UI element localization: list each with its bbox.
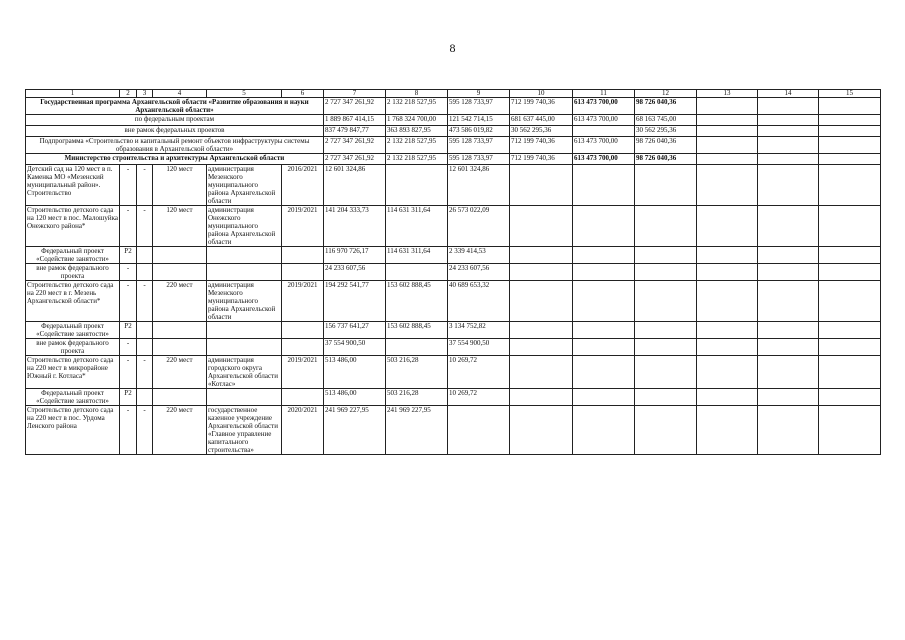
- column-number-cell: 15: [819, 90, 881, 98]
- empty-cell: [758, 339, 819, 356]
- empty-cell: [758, 389, 819, 406]
- summary-row: [26, 115, 881, 126]
- capacity: 220 мест: [153, 281, 207, 322]
- total-amount: 241 969 227,95: [324, 406, 386, 455]
- column-number-cell: 3: [137, 90, 153, 98]
- empty-cell: [510, 389, 573, 406]
- total-amount: 116 970 726,17: [324, 247, 386, 264]
- empty-cell: [635, 264, 697, 281]
- empty-cell: [819, 115, 881, 126]
- object-name: Строительство детского сада на 120 мест в пос. Малошуйка Онежского района*: [26, 206, 120, 247]
- regional-amount: 12 601 324,86: [448, 165, 510, 206]
- empty-cell: [819, 389, 881, 406]
- total-amount: 156 737 641,27: [324, 322, 386, 339]
- summary-value: 68 163 745,00: [635, 115, 697, 126]
- column-number-cell: 4: [153, 90, 207, 98]
- federal-amount: 503 216,28: [386, 356, 448, 389]
- empty-cell: [510, 206, 573, 247]
- page-number: 8: [449, 41, 456, 55]
- empty-cell: [697, 264, 758, 281]
- empty-cell: [758, 322, 819, 339]
- subproject-row: [26, 322, 881, 339]
- project-code: -: [120, 406, 137, 455]
- capacity: 120 мест: [153, 165, 207, 206]
- empty-cell: [635, 406, 697, 455]
- period: [282, 389, 324, 406]
- column-number-cell: 8: [386, 90, 448, 98]
- summary-value: 98 726 040,36: [635, 137, 697, 154]
- column-number-cell: 7: [324, 90, 386, 98]
- col3-value: [137, 247, 153, 264]
- project-code: -: [120, 264, 137, 281]
- summary-value: 2 132 218 527,95: [386, 137, 448, 154]
- col3-value: -: [137, 281, 153, 322]
- summary-value: 30 562 295,36: [635, 126, 697, 137]
- empty-cell: [758, 154, 819, 165]
- empty-cell: [697, 339, 758, 356]
- total-amount: 194 292 541,77: [324, 281, 386, 322]
- empty-cell: [758, 247, 819, 264]
- customer: [207, 264, 282, 281]
- object-name: вне рамок федерального проекта: [26, 264, 120, 281]
- empty-cell: [697, 137, 758, 154]
- empty-cell: [573, 264, 635, 281]
- empty-cell: [510, 165, 573, 206]
- empty-cell: [697, 206, 758, 247]
- period: 2016/2021: [282, 165, 324, 206]
- col3-value: -: [137, 165, 153, 206]
- column-number-cell: 9: [448, 90, 510, 98]
- object-name: Строительство детского сада на 220 мест в микрорайоне Южный г. Котласа*: [26, 356, 120, 389]
- period: 2019/2021: [282, 281, 324, 322]
- col3-value: -: [137, 206, 153, 247]
- total-amount: 513 486,00: [324, 356, 386, 389]
- federal-amount: 114 631 311,64: [386, 247, 448, 264]
- regional-amount: 40 689 653,32: [448, 281, 510, 322]
- object-row: [26, 206, 881, 247]
- empty-cell: [697, 115, 758, 126]
- column-number-cell: 14: [758, 90, 819, 98]
- capacity: 220 мест: [153, 356, 207, 389]
- empty-cell: [758, 115, 819, 126]
- col3-value: [137, 322, 153, 339]
- empty-cell: [819, 165, 881, 206]
- object-name: Федеральный проект «Содействие занятости»: [26, 322, 120, 339]
- summary-value: 681 637 445,00: [510, 115, 573, 126]
- column-number-cell: 6: [282, 90, 324, 98]
- summary-row: [26, 98, 881, 115]
- project-code: -: [120, 281, 137, 322]
- empty-cell: [758, 126, 819, 137]
- summary-value: 121 542 714,15: [448, 115, 510, 126]
- empty-cell: [697, 247, 758, 264]
- empty-cell: [573, 356, 635, 389]
- empty-cell: [758, 406, 819, 455]
- summary-value: 595 128 733,97: [448, 137, 510, 154]
- summary-value: 2 727 347 261,92: [324, 98, 386, 115]
- customer: администрация Мезенского муниципального района Архангельской области: [207, 165, 282, 206]
- regional-amount: 10 269,72: [448, 356, 510, 389]
- empty-cell: [819, 126, 881, 137]
- project-code: -: [120, 356, 137, 389]
- empty-cell: [697, 356, 758, 389]
- period: [282, 264, 324, 281]
- summary-value: 712 199 740,36: [510, 98, 573, 115]
- capacity: [153, 339, 207, 356]
- summary-value: [573, 126, 635, 137]
- total-amount: 37 554 900,50: [324, 339, 386, 356]
- summary-value: 2 727 347 261,92: [324, 137, 386, 154]
- capacity: 120 мест: [153, 206, 207, 247]
- column-number-cell: 2: [120, 90, 137, 98]
- empty-cell: [697, 389, 758, 406]
- summary-row: [26, 137, 881, 154]
- empty-cell: [758, 264, 819, 281]
- object-row: [26, 406, 881, 455]
- empty-cell: [819, 264, 881, 281]
- col3-value: [137, 339, 153, 356]
- summary-value: 473 586 019,82: [448, 126, 510, 137]
- empty-cell: [697, 281, 758, 322]
- summary-value: 98 726 040,36: [635, 154, 697, 165]
- budget-table: [25, 89, 881, 455]
- capacity: [153, 322, 207, 339]
- empty-cell: [573, 281, 635, 322]
- column-number-row: [26, 90, 881, 98]
- empty-cell: [510, 281, 573, 322]
- federal-amount: [386, 165, 448, 206]
- empty-cell: [819, 154, 881, 165]
- summary-value: 2 132 218 527,95: [386, 154, 448, 165]
- empty-cell: [510, 247, 573, 264]
- subproject-row: [26, 247, 881, 264]
- federal-amount: [386, 339, 448, 356]
- object-name: Федеральный проект «Содействие занятости»: [26, 247, 120, 264]
- object-row: [26, 356, 881, 389]
- col3-value: [137, 389, 153, 406]
- column-number-cell: 11: [573, 90, 635, 98]
- project-code: -: [120, 206, 137, 247]
- empty-cell: [510, 356, 573, 389]
- empty-cell: [510, 322, 573, 339]
- customer: [207, 247, 282, 264]
- summary-label: Подпрограмма «Строительство и капитальный ремонт объектов инфраструктуры системы образования в Архангельской области»: [26, 137, 324, 154]
- col3-value: -: [137, 356, 153, 389]
- customer: [207, 389, 282, 406]
- regional-amount: 37 554 900,50: [448, 339, 510, 356]
- empty-cell: [635, 389, 697, 406]
- column-number-cell: 1: [26, 90, 120, 98]
- summary-value: 1 768 324 700,00: [386, 115, 448, 126]
- empty-cell: [573, 339, 635, 356]
- subproject-row: [26, 264, 881, 281]
- empty-cell: [697, 165, 758, 206]
- summary-value: 1 889 867 414,15: [324, 115, 386, 126]
- empty-cell: [573, 165, 635, 206]
- empty-cell: [758, 98, 819, 115]
- federal-amount: 241 969 227,95: [386, 406, 448, 455]
- customer: администрация Мезенского муниципального района Архангельской области: [207, 281, 282, 322]
- project-code: P2: [120, 389, 137, 406]
- empty-cell: [819, 356, 881, 389]
- object-name: Строительство детского сада на 220 мест в пос. Урдома Ленского района: [26, 406, 120, 455]
- federal-amount: [386, 264, 448, 281]
- customer: администрация Онежского муниципального района Архангельской области: [207, 206, 282, 247]
- summary-value: 363 893 827,95: [386, 126, 448, 137]
- empty-cell: [758, 165, 819, 206]
- project-code: P2: [120, 322, 137, 339]
- column-number-cell: 13: [697, 90, 758, 98]
- customer: [207, 339, 282, 356]
- summary-label: Министерство строительства и архитектуры Архангельской области: [26, 154, 324, 165]
- regional-amount: 26 573 022,09: [448, 206, 510, 247]
- summary-value: 595 128 733,97: [448, 98, 510, 115]
- empty-cell: [697, 406, 758, 455]
- empty-cell: [819, 339, 881, 356]
- summary-value: 712 199 740,36: [510, 137, 573, 154]
- regional-amount: 24 233 607,56: [448, 264, 510, 281]
- empty-cell: [697, 154, 758, 165]
- empty-cell: [819, 247, 881, 264]
- summary-label: Государственная программа Архангельской области «Развитие образования и науки Архангельской области»: [26, 98, 324, 115]
- period: [282, 247, 324, 264]
- period: 2019/2021: [282, 206, 324, 247]
- empty-cell: [819, 406, 881, 455]
- customer: администрация городского округа Архангельской области «Котлас»: [207, 356, 282, 389]
- empty-cell: [758, 206, 819, 247]
- customer: государственное казенное учреждение Архангельской области «Главное управление капитального строительства»: [207, 406, 282, 455]
- summary-value: 613 473 700,00: [573, 137, 635, 154]
- empty-cell: [635, 322, 697, 339]
- empty-cell: [635, 339, 697, 356]
- summary-value: 2 727 347 261,92: [324, 154, 386, 165]
- period: [282, 322, 324, 339]
- empty-cell: [819, 137, 881, 154]
- regional-amount: 3 134 752,82: [448, 322, 510, 339]
- summary-value: 613 473 700,00: [573, 98, 635, 115]
- period: 2020/2021: [282, 406, 324, 455]
- total-amount: 24 233 607,56: [324, 264, 386, 281]
- federal-amount: 153 602 888,45: [386, 322, 448, 339]
- customer: [207, 322, 282, 339]
- summary-value: 98 726 040,36: [635, 98, 697, 115]
- regional-amount: 2 339 414,53: [448, 247, 510, 264]
- empty-cell: [573, 247, 635, 264]
- federal-amount: 114 631 311,64: [386, 206, 448, 247]
- empty-cell: [819, 322, 881, 339]
- empty-cell: [510, 264, 573, 281]
- project-code: -: [120, 339, 137, 356]
- summary-value: 837 479 847,77: [324, 126, 386, 137]
- empty-cell: [819, 98, 881, 115]
- regional-amount: 10 269,72: [448, 389, 510, 406]
- object-name: вне рамок федерального проекта: [26, 339, 120, 356]
- column-number-cell: 10: [510, 90, 573, 98]
- empty-cell: [573, 322, 635, 339]
- empty-cell: [758, 281, 819, 322]
- summary-row: [26, 126, 881, 137]
- empty-cell: [510, 339, 573, 356]
- empty-cell: [758, 137, 819, 154]
- empty-cell: [697, 98, 758, 115]
- empty-cell: [697, 322, 758, 339]
- capacity: 220 мест: [153, 406, 207, 455]
- object-name: Детский сад на 120 мест в п. Каменка МО «Мезенский муниципальный район». Строительство: [26, 165, 120, 206]
- empty-cell: [697, 126, 758, 137]
- total-amount: 12 601 324,86: [324, 165, 386, 206]
- summary-value: 613 473 700,00: [573, 154, 635, 165]
- capacity: [153, 264, 207, 281]
- empty-cell: [573, 406, 635, 455]
- empty-cell: [573, 206, 635, 247]
- empty-cell: [510, 406, 573, 455]
- federal-amount: 503 216,28: [386, 389, 448, 406]
- empty-cell: [635, 165, 697, 206]
- empty-cell: [635, 206, 697, 247]
- column-number-cell: 12: [635, 90, 697, 98]
- empty-cell: [758, 356, 819, 389]
- summary-value: 712 199 740,36: [510, 154, 573, 165]
- federal-amount: 153 602 888,45: [386, 281, 448, 322]
- subproject-row: [26, 339, 881, 356]
- empty-cell: [635, 247, 697, 264]
- object-name: Строительство детского сада на 220 мест в г. Мезень Архангельской области*: [26, 281, 120, 322]
- object-name: Федеральный проект «Содействие занятости»: [26, 389, 120, 406]
- summary-value: 30 562 295,36: [510, 126, 573, 137]
- period: 2019/2021: [282, 356, 324, 389]
- col3-value: [137, 264, 153, 281]
- empty-cell: [819, 206, 881, 247]
- col3-value: -: [137, 406, 153, 455]
- total-amount: 513 486,00: [324, 389, 386, 406]
- empty-cell: [635, 356, 697, 389]
- total-amount: 141 204 333,73: [324, 206, 386, 247]
- table-body: [26, 90, 881, 455]
- regional-amount: [448, 406, 510, 455]
- object-row: [26, 165, 881, 206]
- empty-cell: [573, 389, 635, 406]
- summary-value: 2 132 218 527,95: [386, 98, 448, 115]
- project-code: P2: [120, 247, 137, 264]
- column-number-cell: 5: [207, 90, 282, 98]
- summary-value: 595 128 733,97: [448, 154, 510, 165]
- summary-label: вне рамок федеральных проектов: [26, 126, 324, 137]
- empty-cell: [819, 281, 881, 322]
- summary-label: по федеральным проектам: [26, 115, 324, 126]
- subproject-row: [26, 389, 881, 406]
- summary-row: [26, 154, 881, 165]
- capacity: [153, 389, 207, 406]
- empty-cell: [635, 281, 697, 322]
- project-code: -: [120, 165, 137, 206]
- period: [282, 339, 324, 356]
- summary-value: 613 473 700,00: [573, 115, 635, 126]
- capacity: [153, 247, 207, 264]
- object-row: [26, 281, 881, 322]
